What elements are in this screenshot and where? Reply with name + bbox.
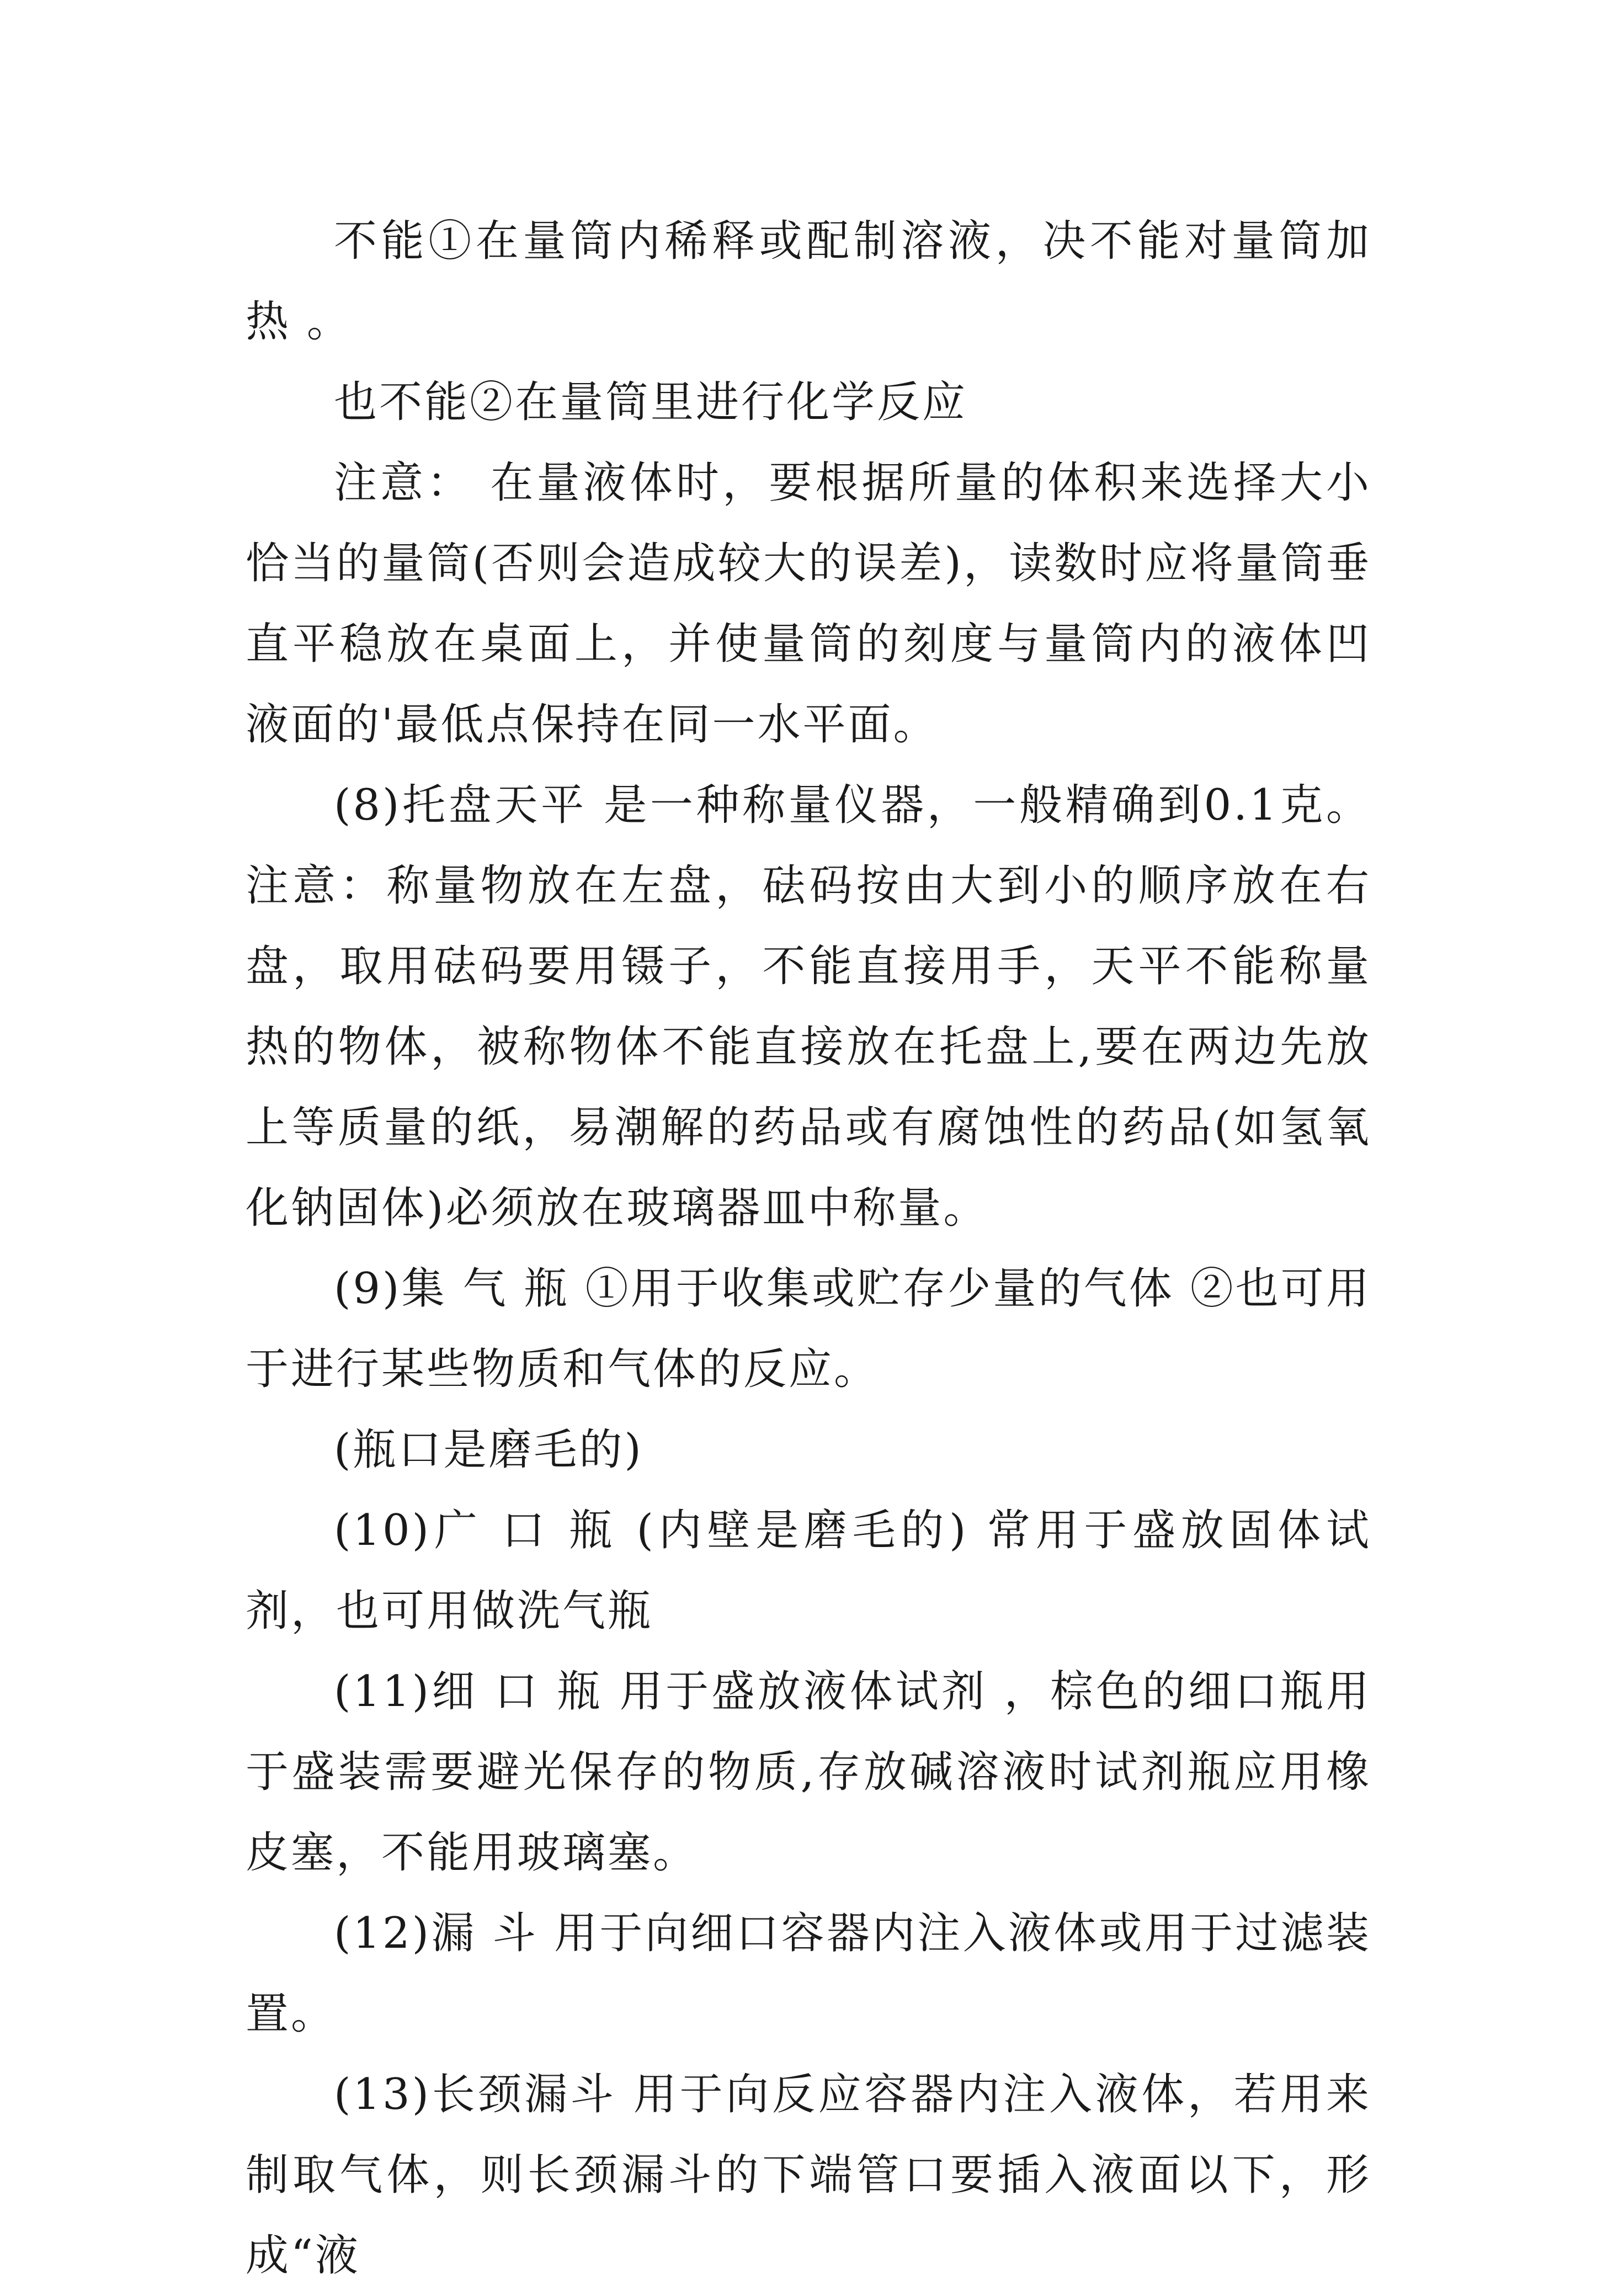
paragraph-8: (11)细 口 瓶 用于盛放液体试剂 ，棕色的细口瓶用于盛装需要避光保存的物质,存放碱溶液时试剂瓶应用橡皮塞，不能用玻璃塞。 — [246, 1667, 1371, 1878]
paragraph-1: 不能①在量筒内稀释或配制溶液，决不能对量筒加热 。 — [246, 216, 1371, 347]
paragraph-6: (瓶口是磨毛的) — [334, 1425, 643, 1475]
paragraph-2: 也不能②在量筒里进行化学反应 — [334, 378, 968, 427]
paragraph-7: (10)广 口 瓶 (内壁是磨毛的) 常用于盛放固体试剂，也可用做洗气瓶 — [246, 1506, 1371, 1636]
paragraph-5: (9)集 气 瓶 ①用于收集或贮存少量的气体 ②也可用于进行某些物质和气体的反应。 — [246, 1264, 1371, 1394]
paragraph-4: (8)托盘天平 是一种称量仪器，一般精确到0.1克。注意：称量物放在左盘，砝码按由大到小的顺序放在右盘，取用砝码要用镊子，不能直接用手，天平不能称量热的物体，被称物体不能直接放在托盘上,要在两边先放上等质量的纸，易潮解的药品或有腐蚀性的药品(如氢氧化钠固体)必须放在玻璃器皿中称量。 — [246, 780, 1371, 1233]
paragraph-9: (12)漏 斗 用于向细口容器内注入液体或用于过滤装置。 — [246, 1909, 1371, 2039]
document-body — [246, 201, 1371, 2296]
paragraph-10: (13)长颈漏斗 用于向反应容器内注入液体，若用来制取气体，则长颈漏斗的下端管口要插入液面以下，形成“液 — [246, 2070, 1371, 2281]
paragraph-3: 注意： 在量液体时，要根据所量的体积来选择大小恰当的量筒(否则会造成较大的误差)，读数时应将量筒垂直平稳放在桌面上，并使量筒的刻度与量筒内的液体凹液面的'最低点保持在同一水平面。 — [246, 458, 1371, 750]
